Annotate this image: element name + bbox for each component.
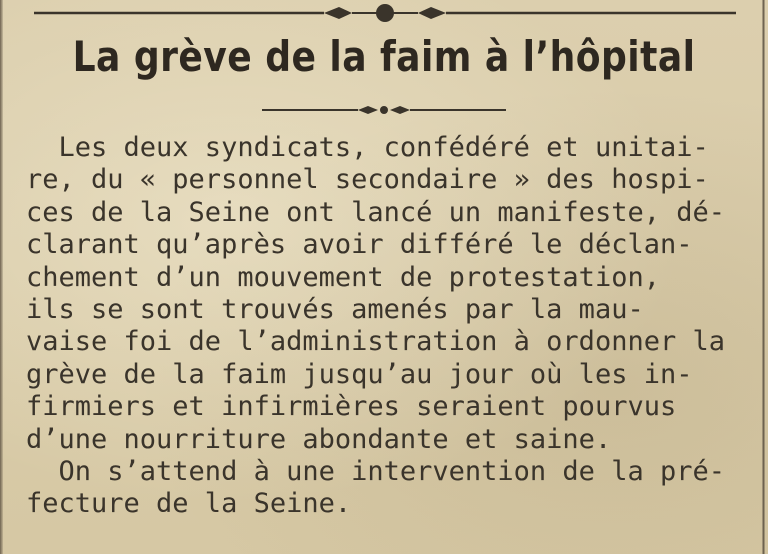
article-line: chement d’un mouvement de protestation, <box>26 261 660 293</box>
article-line: ils se sont trouvés amenés par la mau- <box>26 293 644 325</box>
column-rule-right <box>762 0 765 554</box>
article-body <box>26 132 744 521</box>
article-line: vaise foi de l’administration à ordonner la <box>26 326 725 358</box>
article-line: On s’attend à une intervention de la pré- <box>26 455 725 487</box>
top-ornamental-rule <box>34 2 736 22</box>
article-line: Les deux syndicats, confédéré et unitai- <box>26 132 709 163</box>
article-line: ces de la Seine ont lancé un manifeste, dé- <box>26 196 725 228</box>
article-line: clarant qu’après avoir différé le déclan- <box>26 229 693 261</box>
headline-ornamental-rule <box>262 100 506 120</box>
article-line: d’une nourriture abondante et saine. <box>26 423 612 455</box>
headline: La grève de la faim à l’hôpital <box>72 32 696 81</box>
column-rule-left <box>0 0 3 554</box>
article-line: grève de la faim jusqu’au jour où les in- <box>26 358 693 390</box>
article-line: firmiers et infirmières seraient pourvus <box>26 391 677 423</box>
article-line: fecture de la Seine. <box>26 488 352 520</box>
article-line: re, du « personnel secondaire » des hospi- <box>26 164 709 196</box>
